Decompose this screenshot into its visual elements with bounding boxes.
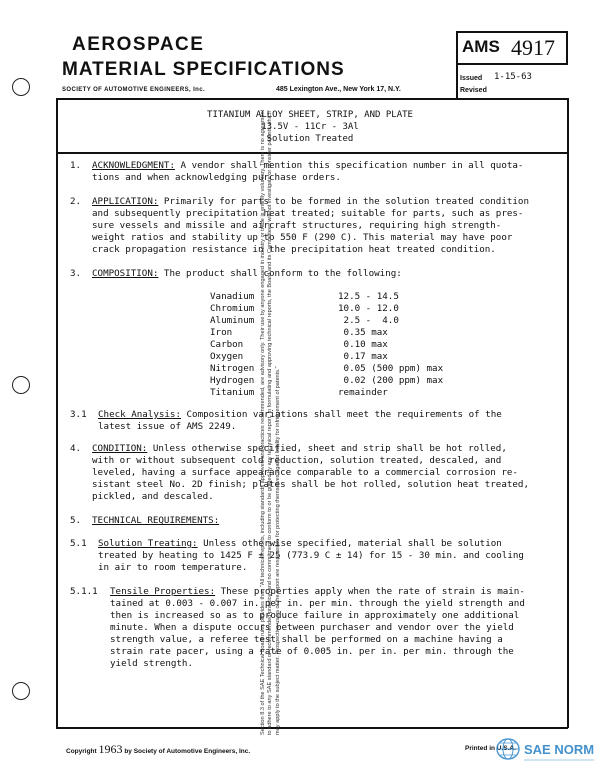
paragraph-line: sure vessels and missile and aircraft structures, requiring high strength-	[92, 220, 502, 231]
paragraph-line: yield strength.	[110, 658, 193, 669]
composition-element: Nitrogen	[210, 363, 255, 374]
footer-printed: Printed in U.S.A.	[465, 745, 516, 752]
watermark-logo	[494, 735, 598, 767]
header-title-line1: AEROSPACE	[72, 34, 205, 55]
section-heading: Tensile Properties:	[110, 586, 216, 597]
left-border	[56, 98, 58, 728]
section-heading: Solution Treating:	[98, 538, 198, 549]
section-heading: ACKNOWLEDGMENT:	[92, 160, 175, 171]
spec-title-line3: Solution Treated	[266, 134, 354, 144]
ams-number: 4917	[511, 35, 555, 60]
paragraph-line: tained at 0.003 - 0.007 in. per in. per min. through the yield strength and	[110, 598, 525, 609]
composition-value: remainder	[338, 387, 388, 398]
paragraph-line: leveled, having a surface appearance comparable to a commercial corrosion re-	[92, 467, 518, 478]
paragraph-line: with or without subsequent cold reduction, solution treated, descaled, and	[92, 455, 502, 466]
section-number: 2.	[70, 196, 82, 207]
composition-value: 0.02 (200 ppm) max	[338, 375, 444, 386]
composition-value: 0.35 max	[338, 327, 388, 338]
punch-hole-top	[12, 78, 30, 96]
composition-value: 0.17 max	[338, 351, 388, 362]
spec-title-line2: 13.5V - 11Cr - 3Al	[261, 122, 359, 132]
header-rule	[56, 98, 568, 100]
composition-element: Hydrogen	[210, 375, 255, 386]
paragraph-line: pickled, and descaled.	[92, 491, 214, 502]
paragraph-line: latest issue of AMS 2249.	[98, 421, 237, 432]
section-number: 1.	[70, 160, 82, 171]
paragraph-line: Primarily for parts to be formed in the solution treated condition	[158, 196, 529, 207]
watermark-text: SAE NORM	[524, 742, 595, 757]
paragraph-line: Composition variations shall meet the requirements of the	[180, 409, 502, 420]
spec-title-line1: TITANIUM ALLOY SHEET, STRIP, AND PLATE	[207, 110, 413, 120]
section-heading: TECHNICAL REQUIREMENTS:	[92, 515, 220, 526]
section-heading: COMPOSITION:	[92, 268, 159, 279]
composition-value: 12.5 - 14.5	[338, 291, 399, 302]
paragraph-line: strain rate pacer, using a rate of 0.005 in. per in. per min. through the	[110, 646, 514, 657]
header-title-line2: MATERIAL SPECIFICATIONS	[62, 59, 345, 80]
paragraph-line: strength value, a referee test shall be performed on a machine having a	[110, 634, 503, 645]
composition-element: Iron	[210, 327, 233, 338]
composition-element: Titanium	[210, 387, 255, 398]
margin-legal-note: Section 8.3 of the SAE Technical Board rules provides that: "All technical reports, including standards approved and practices recommended, are advisory only. Their use by anyone engaged in industry or trade is entirely voluntary. There is no agreement to adhere to any SAE standard or recommended practice, and no commitment to conform to or be guided by any technical report. In formulating and approving technical reports, the Board and its Committees will not investigate or consider patents which may apply to the subject matter. Prospective users of the report are responsible for protecting themselves against liability for infringement of patents."	[260, 109, 281, 735]
composition-element: Carbon	[210, 339, 244, 350]
paragraph-line: tions and when acknowledging purchase orders.	[92, 172, 341, 183]
paragraph-line: Unless otherwise specified, material shall be solution	[197, 538, 502, 549]
revised-label: Revised	[460, 87, 487, 94]
section-number: 3.	[70, 268, 82, 279]
paragraph-line: A vendor shall mention this specification number in all quota-	[174, 160, 524, 171]
issued-date: 1-15-63	[494, 72, 532, 82]
composition-element: Oxygen	[210, 351, 244, 362]
header-divider	[456, 65, 458, 99]
society-name: SOCIETY OF AUTOMOTIVE ENGINEERS, Inc.	[62, 87, 206, 93]
paragraph-line: and subsequently precipitation heat treated; suitable for parts, such as pres-	[92, 208, 524, 219]
paragraph-line: Unless otherwise specified, sheet and strip shall be hot rolled,	[147, 443, 507, 454]
section-number: 5.	[70, 515, 82, 526]
section-heading: APPLICATION:	[92, 196, 159, 207]
copyright-prefix: Copyright	[66, 748, 97, 755]
paragraph-line: The product shall conform to the following:	[158, 268, 402, 279]
paragraph-line: minute. When a dispute occurs between purchaser and vendor over the yield	[110, 622, 514, 633]
paragraph-line: sistant steel No. 2D finish; plates shall be hot rolled, solution heat treated,	[92, 479, 529, 490]
composition-value: 10.0 - 12.0	[338, 303, 399, 314]
section-heading: CONDITION:	[92, 443, 148, 454]
paragraph-line: then is increased so as to produce failure in approximately one additional	[110, 610, 520, 621]
composition-value: 0.10 max	[338, 339, 388, 350]
section-3-text	[92, 268, 402, 279]
issued-label: Issued	[460, 75, 483, 82]
paragraph-line: in air to room temperature.	[98, 562, 248, 573]
composition-value: 2.5 - 4.0	[338, 315, 399, 326]
footer-copyright	[66, 742, 250, 757]
composition-element: Aluminum	[210, 315, 255, 326]
punch-hole-middle	[12, 376, 30, 394]
paragraph-line: crack propagation resistance in the precipitation heat treated condition.	[92, 244, 496, 255]
section-number: 5.1.1	[70, 586, 98, 597]
ams-number-box	[456, 31, 568, 65]
section-number: 4.	[70, 443, 82, 454]
globe-icon	[497, 739, 519, 759]
composition-element: Vanadium	[210, 291, 255, 302]
ams-label: AMS	[462, 37, 500, 56]
composition-element: Chromium	[210, 303, 255, 314]
paragraph-line: weight ratios and stability up to 550 F (290 C). This material may have poor	[92, 232, 513, 243]
section-heading: Check Analysis:	[98, 409, 181, 420]
composition-value: 0.05 (500 ppm) max	[338, 363, 444, 374]
copyright-suffix: by Society of Automotive Engineers, Inc.	[124, 748, 251, 755]
paragraph-line: treated by heating to 1425 F ± 25 (773.9 C ± 14) for 15 - 30 min. and cooling	[98, 550, 524, 561]
copyright-year: 1963	[98, 742, 123, 756]
section-number: 3.1	[70, 409, 87, 420]
section-number: 5.1	[70, 538, 87, 549]
punch-hole-bottom	[12, 682, 30, 700]
society-address: 485 Lexington Ave., New York 17, N.Y.	[276, 86, 401, 93]
right-border	[567, 98, 569, 728]
paragraph-line: These properties apply when the rate of strain is main-	[215, 586, 525, 597]
